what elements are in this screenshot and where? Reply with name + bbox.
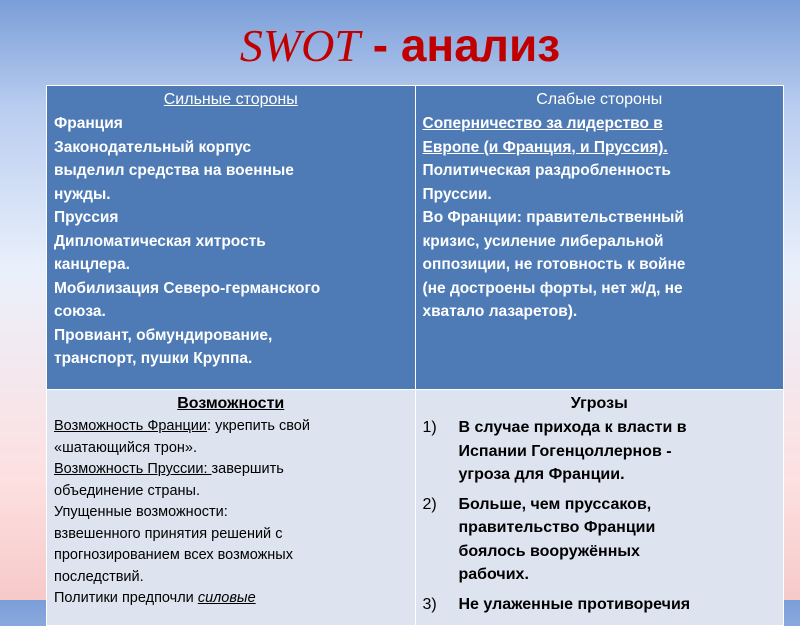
opportunities-line: объединение страны.: [54, 482, 201, 499]
opportunities-line: взвешенного принятия решений с: [54, 525, 283, 542]
opportunities-line: последствий.: [54, 568, 144, 585]
strengths-line: Провиант, обмундирование,: [54, 326, 273, 344]
threat-item: [423, 493, 777, 587]
swot-table: [46, 85, 784, 626]
strengths-line: транспорт, пушки Круппа.: [54, 350, 253, 367]
threat-item-text: [459, 416, 687, 487]
slide-title-rest: - анализ: [359, 19, 561, 71]
weaknesses-line: (не достроены форты, нет ж/д, не: [422, 279, 683, 297]
strengths-line: Дипломатическая хитрость: [54, 232, 266, 250]
swot-row-bottom: [47, 390, 784, 626]
threat-item-line: правительство Франции: [458, 519, 656, 536]
strengths-heading: Сильные стороны: [163, 91, 298, 108]
threat-item-number: 3): [422, 595, 437, 613]
slide-title: [0, 18, 800, 73]
weaknesses-line: Политическая раздробленность: [422, 162, 671, 179]
threat-item-number: 1): [422, 419, 437, 436]
weaknesses-heading: Слабые стороны: [536, 91, 663, 108]
strengths-line: нужды.: [54, 185, 111, 203]
opportunity-france-text: : укрепить свой: [207, 418, 310, 434]
threats-heading: Угрозы: [570, 395, 628, 412]
weaknesses-line: кризис, усиление либеральной: [422, 232, 664, 250]
strengths-line: канцлера.: [54, 256, 130, 273]
opportunities-line: [54, 588, 408, 610]
threat-item-line: угроза для Франции.: [458, 466, 625, 483]
threat-item-line: Испании Гогенцоллернов -: [458, 442, 672, 460]
strengths-line: союза.: [54, 303, 106, 320]
threat-item-number: 2): [422, 495, 437, 513]
slide-title-swot: SWOT: [239, 20, 360, 71]
weaknesses-line: Пруссии.: [422, 185, 492, 203]
threat-item: [423, 593, 777, 617]
strengths-line: Мобилизация Северо-германского: [54, 279, 321, 297]
threat-item: [423, 416, 777, 487]
opportunity-prussia-text: завершить: [211, 461, 284, 477]
weaknesses-cell: [415, 86, 784, 390]
opportunities-line: «шатающийся трон».: [54, 439, 197, 456]
strengths-line: выделил средства на военные: [54, 162, 294, 179]
strengths-line: Пруссия: [54, 209, 119, 226]
weaknesses-line: Во Франции: правительственный: [422, 209, 684, 226]
opportunities-cell: [47, 390, 416, 626]
threat-item-line: рабочих.: [458, 566, 529, 583]
weaknesses-line: оппозиции, не готовность к войне: [422, 256, 686, 273]
opportunity-prussia-label: Возможность Пруссии:: [54, 461, 212, 477]
threat-item-line: боялось вооружённых: [458, 542, 640, 560]
threat-item-text: [459, 593, 691, 617]
opportunities-heading: Возможности: [177, 395, 285, 412]
opportunities-line: прогнозированием всех возможных: [54, 547, 293, 563]
opportunities-line: [54, 459, 408, 481]
opportunities-line: Упущенные возможности:: [54, 504, 228, 520]
weaknesses-line: Европе (и Франция, и Пруссия).: [422, 138, 668, 156]
threats-cell: [415, 390, 784, 626]
strengths-line: Франция: [54, 115, 123, 132]
threat-item-text: [459, 493, 656, 587]
opportunity-france-label: Возможность Франции: [54, 418, 208, 434]
threat-item-line: В случае прихода к власти в: [458, 419, 687, 436]
strengths-cell: [47, 86, 416, 390]
strengths-line: Законодательный корпус: [54, 138, 252, 156]
opportunity-last-plain: Политики предпочли: [54, 590, 198, 606]
threat-item-line: Не улаженные противоречия: [458, 595, 691, 613]
weaknesses-line: хватало лазаретов).: [422, 303, 578, 320]
opportunity-last-italic: силовые: [197, 590, 256, 606]
weaknesses-line: Соперничество за лидерство в: [422, 115, 663, 132]
swot-row-top: [47, 86, 784, 390]
threat-item-line: Больше, чем пруссаков,: [458, 495, 652, 513]
opportunities-line: [54, 416, 408, 438]
